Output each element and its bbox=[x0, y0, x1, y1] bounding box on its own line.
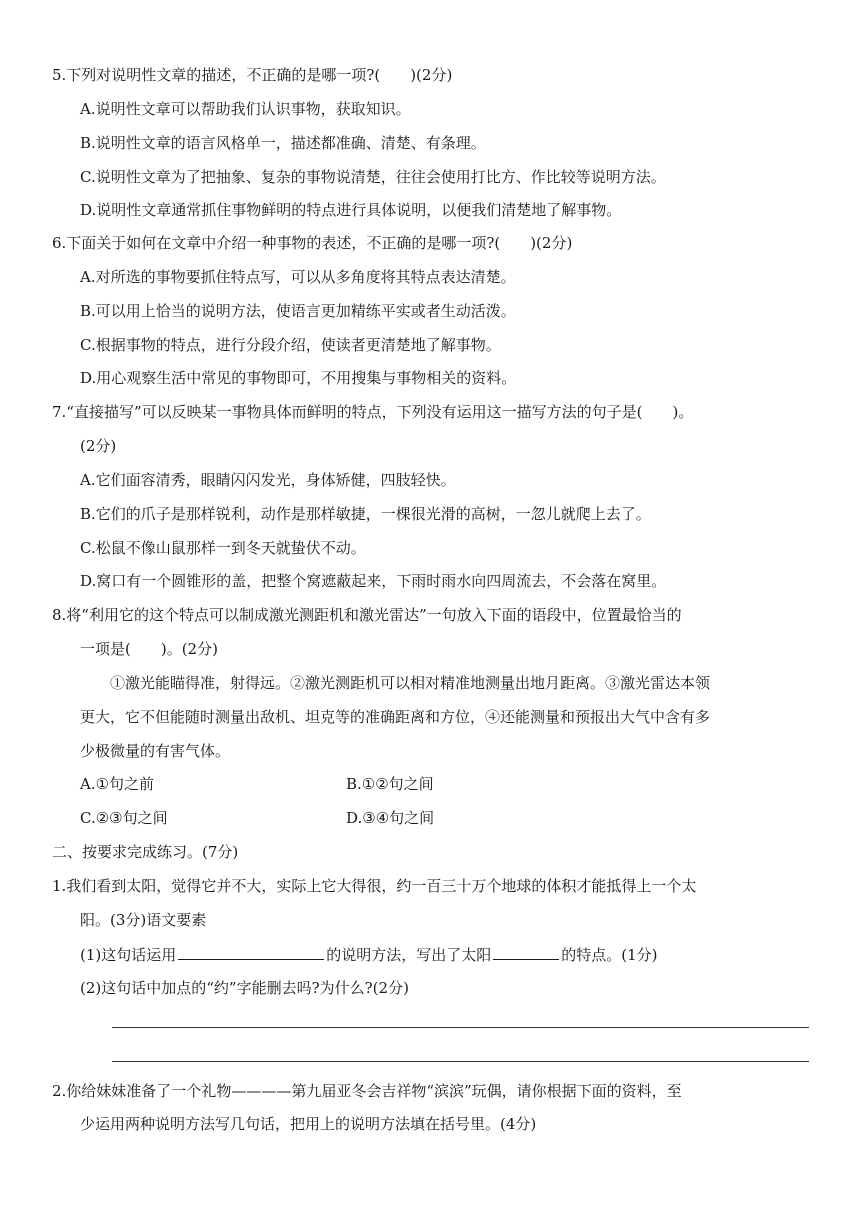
answer-line-1[interactable] bbox=[112, 1027, 809, 1028]
s2q1-sub2: (2)这句话中加点的“约”字能删去吗?为什么?(2分) bbox=[80, 979, 409, 997]
q8-option-c: C.②③句之间 bbox=[80, 809, 168, 827]
q7-stem-line1: 7.“直接描写”可以反映某一事物具体而鲜明的特点，下列没有运用这一描写方法的句子是( )。 bbox=[52, 403, 694, 421]
s2q1-sub1-text-c: 的特点。(1分) bbox=[561, 946, 658, 964]
q5-stem: 5.下列对说明性文章的描述，不正确的是哪一项?( )(2分) bbox=[52, 66, 453, 84]
q5-option-c: C.说明性文章为了把抽象、复杂的事物说清楚，往往会使用打比方、作比较等说明方法。 bbox=[80, 168, 666, 186]
q6-option-d: D.用心观察生活中常见的事物即可，不用搜集与事物相关的资料。 bbox=[80, 369, 517, 387]
s2q1-stem-line1: 1.我们看到太阳，觉得它并不大，实际上它大得很，约一百三十万个地球的体积才能抵得上一个太 bbox=[52, 877, 697, 895]
q7-stem-line2: (2分) bbox=[80, 437, 117, 455]
s2q1-stem-line2: 阳。(3分)语文要素 bbox=[80, 911, 207, 929]
answer-blank-feature[interactable] bbox=[493, 943, 559, 960]
q8-option-b: B.①②句之间 bbox=[346, 775, 434, 793]
s2q1-sub1 bbox=[80, 943, 658, 965]
q5-option-d: D.说明性文章通常抓住事物鲜明的特点进行具体说明，以便我们清楚地了解事物。 bbox=[80, 201, 622, 219]
answer-blank-method[interactable] bbox=[178, 943, 324, 960]
s2q1-sub1-text-b: 的说明方法，写出了太阳 bbox=[326, 946, 492, 964]
q8-stem-line1: 8.将“利用它的这个特点可以制成激光测距机和激光雷达”一句放入下面的语段中，位置最恰当的 bbox=[52, 606, 682, 624]
q8-option-d: D.③④句之间 bbox=[346, 809, 435, 827]
q8-stem-line2: 一项是( )。(2分) bbox=[80, 640, 218, 658]
q7-option-a: A.它们面容清秀，眼睛闪闪发光，身体矫健，四肢轻快。 bbox=[80, 471, 456, 489]
q5-option-a: A.说明性文章可以帮助我们认识事物，获取知识。 bbox=[80, 100, 411, 118]
q7-option-c: C.松鼠不像山鼠那样一到冬天就蛰伏不动。 bbox=[80, 539, 366, 557]
q6-option-b: B.可以用上恰当的说明方法，使语言更加精练平实或者生动活泼。 bbox=[80, 302, 516, 320]
answer-line-2[interactable] bbox=[112, 1061, 809, 1062]
q8-passage-line3: 少极微量的有害气体。 bbox=[80, 742, 231, 760]
q6-option-a: A.对所选的事物要抓住特点写，可以从多角度将其特点表达清楚。 bbox=[80, 268, 516, 286]
q8-passage-line1: ①激光能瞄得准，射得远。②激光测距机可以相对精准地测量出地月距离。③激光雷达本领 bbox=[110, 674, 711, 692]
s2q2-stem-line2: 少运用两种说明方法写几句话，把用上的说明方法填在括号里。(4分) bbox=[80, 1115, 537, 1133]
s2q2-stem-line1: 2.你给妹妹准备了一个礼物————第九届亚冬会吉祥物“滨滨”玩偶，请你根据下面的资料，至 bbox=[52, 1082, 682, 1100]
q8-option-a: A.①句之前 bbox=[80, 775, 155, 793]
q5-option-b: B.说明性文章的语言风格单一，描述都准确、清楚、有条理。 bbox=[80, 134, 486, 152]
s2q1-sub1-text-a: (1)这句话运用 bbox=[80, 946, 177, 964]
q7-option-d: D.窝口有一个圆锥形的盖，把整个窝遮蔽起来，下雨时雨水向四周流去，不会落在窝里。 bbox=[80, 572, 667, 590]
q8-passage-line2: 更大，它不但能随时测量出敌机、坦克等的准确距离和方位，④还能测量和预报出大气中含有多 bbox=[80, 708, 711, 726]
q6-option-c: C.根据事物的特点，进行分段介绍，使读者更清楚地了解事物。 bbox=[80, 336, 501, 354]
q7-option-b: B.它们的爪子是那样锐利，动作是那样敏捷，一棵很光滑的高树，一忽儿就爬上去了。 bbox=[80, 505, 651, 523]
q6-stem: 6.下面关于如何在文章中介绍一种事物的表述，不正确的是哪一项?( )(2分) bbox=[52, 234, 573, 252]
section2-title: 二、按要求完成练习。(7分) bbox=[52, 843, 239, 861]
